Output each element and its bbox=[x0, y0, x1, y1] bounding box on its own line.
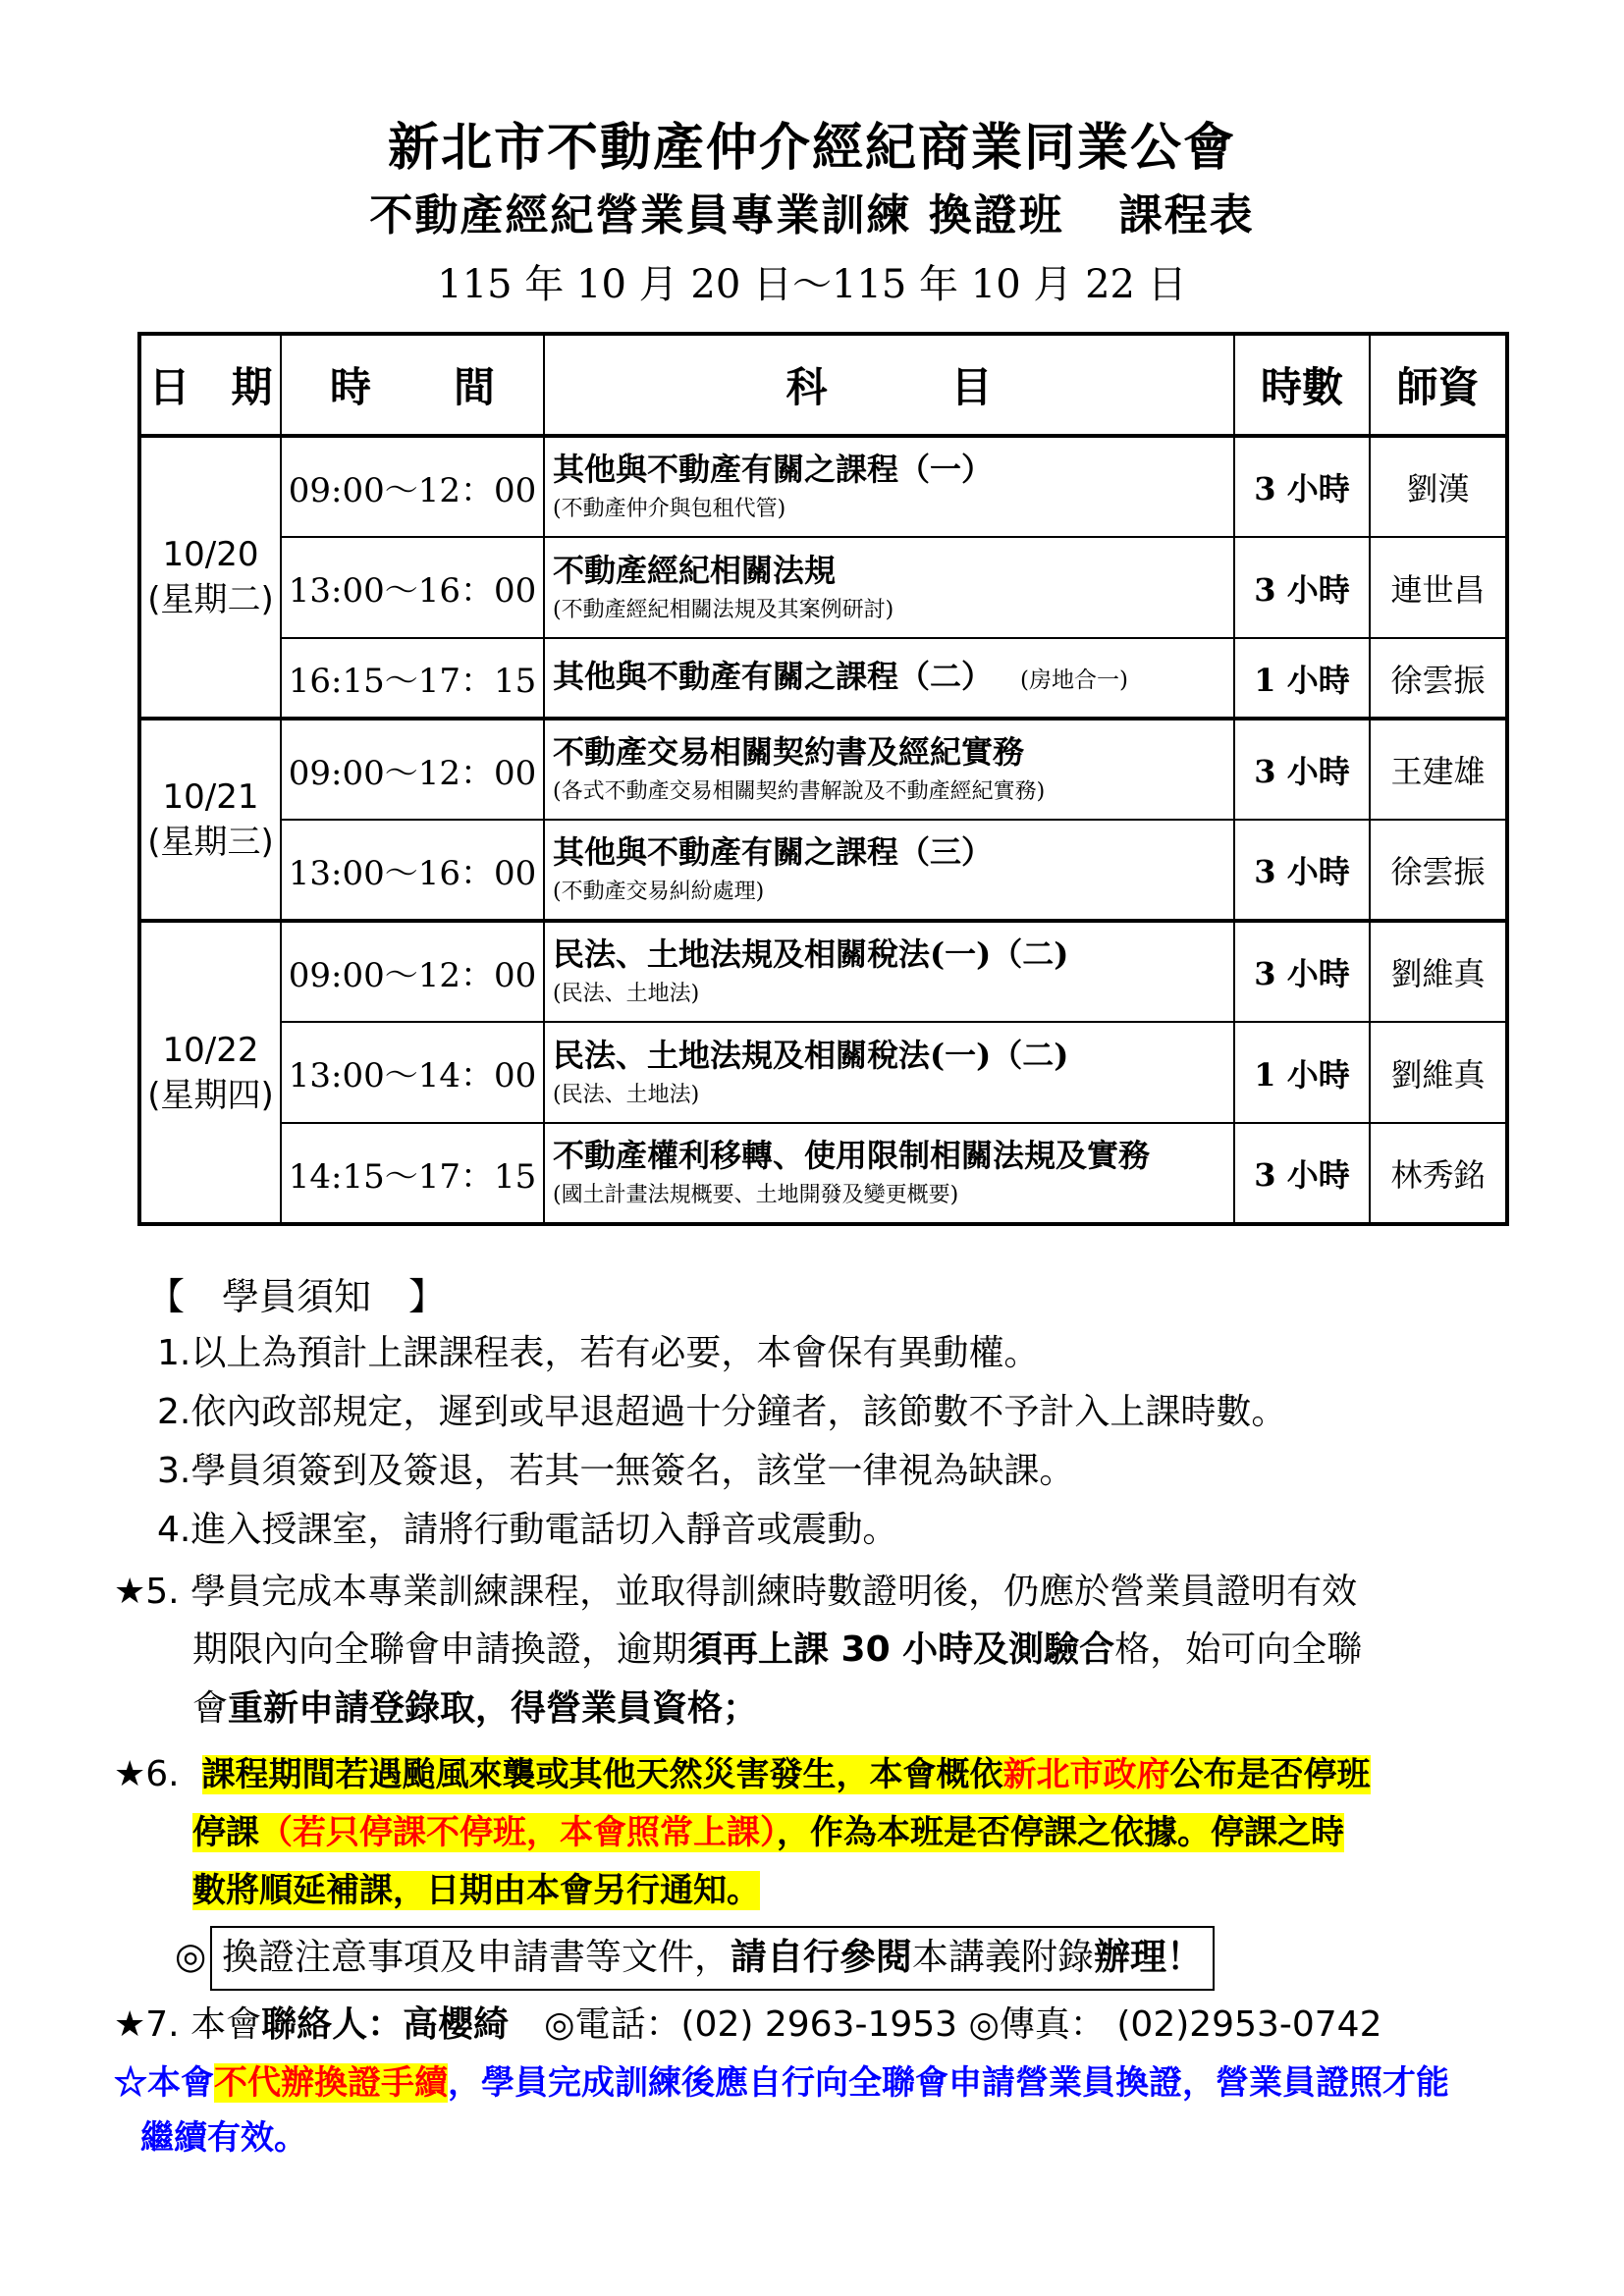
notice-text: 期限內向全聯會申請換證，逾期 bbox=[192, 1629, 688, 1670]
time-cell: 13:00～14：00 bbox=[281, 1022, 544, 1123]
subject-name: 民法、土地法規及相關稅法(一)（二) bbox=[553, 935, 1069, 973]
typhoon-notice-highlight: 數將順延補課，日期由本會另行通知。 bbox=[192, 1871, 760, 1910]
subject-cell bbox=[544, 436, 1234, 537]
hours-cell: 3 小時 bbox=[1234, 537, 1370, 638]
notice-star: ★6. bbox=[114, 1754, 180, 1794]
teacher-cell: 劉維真 bbox=[1370, 1022, 1507, 1123]
table-row bbox=[139, 1123, 1507, 1224]
teacher-cell: 徐雲振 bbox=[1370, 638, 1507, 719]
notice-text: ☆本會 bbox=[114, 2063, 214, 2103]
notice-emphasis: 重新申請登錄取，得營業員資格； bbox=[228, 1688, 759, 1729]
subject-name: 其他與不動產有關之課程（三） bbox=[553, 833, 994, 871]
notice-text: 會 bbox=[192, 1688, 229, 1729]
boxed-notice bbox=[210, 1926, 1215, 1991]
notice-item-4: 4.進入授課室，請將行動電話切入靜音或震動。 bbox=[157, 1510, 898, 1550]
notice-red-text: （若只停課不停班，本會照常上課） bbox=[259, 1813, 777, 1852]
table-header-row bbox=[139, 334, 1507, 436]
subject-cell bbox=[544, 820, 1234, 921]
teacher-cell: 林秀銘 bbox=[1370, 1123, 1507, 1224]
weekday-text: (星期四) bbox=[147, 1075, 274, 1115]
header-date: 日 期 bbox=[139, 334, 281, 436]
subject-name: 不動產經紀相關法規 bbox=[553, 551, 837, 589]
notices-heading: 【 學員須知 】 bbox=[147, 1275, 447, 1318]
subject-cell bbox=[544, 537, 1234, 638]
notice-text: ，作為本班是否停課之依據。停課之時 bbox=[777, 1813, 1344, 1852]
weekday-text: (星期二) bbox=[147, 580, 274, 619]
subject-inline-note: (房地合一) bbox=[1020, 667, 1128, 693]
notice-text: 課程期間若遇颱風來襲或其他天然災害發生，本會概依 bbox=[201, 1755, 1003, 1794]
date-text: 10/21 bbox=[162, 777, 259, 817]
subject-note: (民法、土地法) bbox=[553, 1082, 700, 1107]
typhoon-notice-highlight bbox=[202, 1755, 1371, 1794]
subject-note: (不動產交易糾紛處理) bbox=[553, 880, 765, 904]
notice-item-6-line-3 bbox=[192, 1863, 760, 1911]
subject-cell bbox=[544, 1022, 1234, 1123]
notice-text: 停課 bbox=[192, 1813, 259, 1852]
table-row bbox=[139, 820, 1507, 921]
notice-item-6-line-2 bbox=[192, 1805, 1344, 1853]
schedule-label: 課程表 bbox=[1118, 190, 1255, 240]
boxed-notice-marker: ◎ bbox=[175, 1935, 207, 1977]
subject-cell bbox=[544, 1123, 1234, 1224]
time-cell: 16:15～17：15 bbox=[281, 638, 544, 719]
header-time: 時 間 bbox=[281, 334, 544, 436]
notice-item-5-line-1: ★5. 學員完成本專業訓練課程，並取得訓練時數證明後，仍應於營業員證明有效 bbox=[114, 1572, 1358, 1612]
time-cell: 13:00～16：00 bbox=[281, 820, 544, 921]
notice-red-highlight: 不代辦換證手續 bbox=[214, 2063, 448, 2103]
subject-note: (不動產經紀相關法規及其案例研討) bbox=[553, 597, 894, 622]
weekday-text: (星期三) bbox=[147, 823, 274, 862]
time-cell: 09:00～12：00 bbox=[281, 436, 544, 537]
time-cell: 09:00～12：00 bbox=[281, 921, 544, 1022]
date-cell bbox=[139, 921, 281, 1224]
contact-line bbox=[114, 1997, 1382, 2047]
subject-name: 不動產交易相關契約書及經紀實務 bbox=[553, 733, 1025, 771]
date-text: 10/22 bbox=[162, 1030, 259, 1070]
hours-cell: 3 小時 bbox=[1234, 921, 1370, 1022]
notice-text: ★7. 本會 bbox=[114, 2004, 262, 2045]
course-name: 不動產經紀營業員專業訓練 換證班 bbox=[369, 190, 1064, 240]
subject-cell bbox=[544, 638, 1234, 719]
notice-text: 換證注意事項及申請書等文件， bbox=[222, 1936, 731, 1978]
association-title: 新北市不動產仲介經紀商業同業公會 bbox=[387, 118, 1236, 178]
teacher-cell: 劉漢 bbox=[1370, 436, 1507, 537]
notice-emphasis: 辦理！ bbox=[1094, 1936, 1203, 1978]
hours-cell: 1 小時 bbox=[1234, 638, 1370, 719]
header-subject: 科 目 bbox=[544, 334, 1234, 436]
table-row bbox=[139, 719, 1507, 820]
notice-item-1: 1.以上為預計上課課程表，若有必要，本會保有異動權。 bbox=[157, 1333, 1040, 1373]
subject-note: (民法、土地法) bbox=[553, 982, 700, 1006]
notice-item-2: 2.依內政部規定，遲到或早退超過十分鐘者，該節數不予計入上課時數。 bbox=[157, 1392, 1287, 1432]
subject-note: (國土計畫法規概要、土地開發及變更概要) bbox=[553, 1183, 959, 1207]
time-cell: 14:15～17：15 bbox=[281, 1123, 544, 1224]
renewal-notice-line-1 bbox=[114, 2056, 1449, 2104]
time-cell: 13:00～16：00 bbox=[281, 537, 544, 638]
date-cell bbox=[139, 436, 281, 719]
day-group-1 bbox=[139, 436, 1507, 719]
hours-cell: 3 小時 bbox=[1234, 820, 1370, 921]
date-cell bbox=[139, 719, 281, 921]
teacher-cell: 徐雲振 bbox=[1370, 820, 1507, 921]
day-group-2 bbox=[139, 719, 1507, 921]
hours-cell: 1 小時 bbox=[1234, 1022, 1370, 1123]
day-group-3 bbox=[139, 921, 1507, 1224]
notice-emphasis: 須再上課 30 小時及測驗合 bbox=[687, 1629, 1115, 1670]
table-row bbox=[139, 436, 1507, 537]
subject-name-text: 其他與不動產有關之課程（二） bbox=[553, 657, 994, 695]
table-row bbox=[139, 1022, 1507, 1123]
subject-cell bbox=[544, 719, 1234, 820]
header-hours: 時數 bbox=[1234, 334, 1370, 436]
time-cell: 09:00～12：00 bbox=[281, 719, 544, 820]
teacher-cell: 劉維真 bbox=[1370, 921, 1507, 1022]
date-range: 115 年 10 月 20 日～115 年 10 月 22 日 bbox=[437, 262, 1187, 307]
notice-text: 格，始可向全聯 bbox=[1114, 1629, 1363, 1670]
hours-cell: 3 小時 bbox=[1234, 436, 1370, 537]
date-text: 10/20 bbox=[162, 535, 259, 574]
notice-item-3: 3.學員須簽到及簽退，若其一無簽名，該堂一律視為缺課。 bbox=[157, 1451, 1075, 1491]
typhoon-notice-highlight bbox=[192, 1813, 1344, 1852]
teacher-cell: 連世昌 bbox=[1370, 537, 1507, 638]
notice-red-text: 新北市政府 bbox=[1002, 1755, 1170, 1794]
notice-text: 本講義附錄 bbox=[912, 1936, 1094, 1978]
subject-cell bbox=[544, 921, 1234, 1022]
subject-name: 其他與不動產有關之課程（一） bbox=[553, 451, 994, 488]
subject-note: (各式不動產交易相關契約書解說及不動產經紀實務) bbox=[553, 779, 1046, 804]
notice-text: ，學員完成訓練後應自行向全聯會申請營業員換證，營業員證照才能 bbox=[448, 2063, 1449, 2103]
hours-cell: 3 小時 bbox=[1234, 719, 1370, 820]
teacher-cell: 王建雄 bbox=[1370, 719, 1507, 820]
course-subtitle bbox=[0, 180, 1624, 242]
table-row bbox=[139, 537, 1507, 638]
contact-phone-fax: ◎電話：(02) 2963-1953 ◎傳真： (02)2953-0742 bbox=[509, 2004, 1382, 2045]
hours-cell: 3 小時 bbox=[1234, 1123, 1370, 1224]
notice-text: 公布是否停班 bbox=[1169, 1755, 1371, 1794]
schedule-table bbox=[137, 332, 1509, 1226]
subject-name: 不動產權利移轉、使用限制相關法規及實務 bbox=[553, 1137, 1151, 1174]
contact-person: 聯絡人：高櫻綺 bbox=[261, 2004, 510, 2045]
table-row bbox=[139, 921, 1507, 1022]
header-teacher: 師資 bbox=[1370, 334, 1507, 436]
subject-name bbox=[553, 654, 1233, 703]
subject-note: (不動產仲介與包租代管) bbox=[553, 497, 786, 521]
subject-name: 民法、土地法規及相關稅法(一)（二) bbox=[553, 1036, 1069, 1074]
renewal-notice-line-2: 繼續有效。 bbox=[140, 2118, 307, 2158]
notice-item-5-line-3 bbox=[192, 1681, 758, 1731]
notice-item-5-line-2 bbox=[192, 1622, 1362, 1672]
table-row bbox=[139, 638, 1507, 719]
notice-item-6-line-1 bbox=[114, 1747, 1371, 1795]
notice-emphasis: 請自行參閱 bbox=[731, 1936, 912, 1978]
